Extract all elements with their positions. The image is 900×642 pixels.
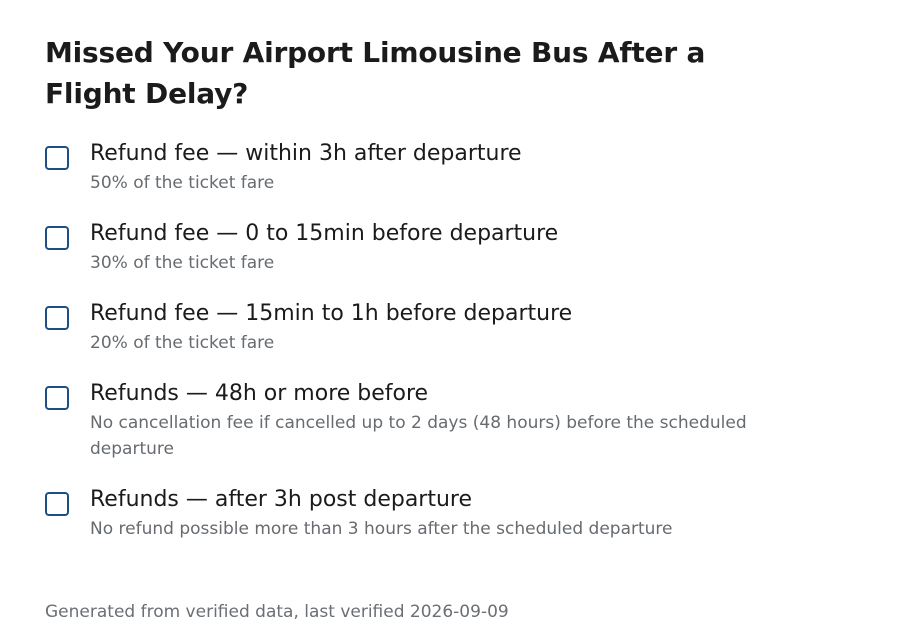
checkbox[interactable]: [45, 146, 69, 170]
checklist-item-label: Refund fee — 0 to 15min before departure: [90, 221, 559, 246]
checklist-item[interactable]: [45, 482, 765, 542]
checklist-item-text: [90, 216, 765, 276]
checkbox[interactable]: [45, 492, 69, 516]
checklist-item-label: Refund fee — 15min to 1h before departure: [90, 301, 573, 326]
checklist-item[interactable]: [45, 136, 765, 196]
checklist-item-description: 20% of the ticket fare: [90, 333, 275, 353]
checklist-item-label: Refunds — after 3h post departure: [90, 487, 473, 512]
checklist-item-description: No refund possible more than 3 hours after the scheduled departure: [90, 519, 673, 539]
checklist-item-description: 30% of the ticket fare: [90, 253, 275, 273]
footer-note: Generated from verified data, last verified 2026-09-09: [45, 602, 509, 622]
checklist-item-text: [90, 296, 765, 356]
checklist-item-label: Refunds — 48h or more before: [90, 381, 429, 406]
checklist-item-description: No cancellation fee if cancelled up to 2 days (48 hours) before the scheduled departure: [90, 413, 747, 459]
checklist: [45, 136, 765, 542]
checkbox[interactable]: [45, 226, 69, 250]
checklist-item-text: [90, 376, 765, 462]
page-title: Missed Your Airport Limousine Bus After a Flight Delay?: [45, 36, 706, 110]
checklist-item-label: Refund fee — within 3h after departure: [90, 141, 522, 166]
checklist-item-description: 50% of the ticket fare: [90, 173, 275, 193]
checkbox[interactable]: [45, 306, 69, 330]
checklist-item[interactable]: [45, 376, 765, 462]
page-content: [45, 32, 765, 562]
checkbox[interactable]: [45, 386, 69, 410]
checklist-item-text: [90, 136, 765, 196]
checklist-item[interactable]: [45, 296, 765, 356]
checklist-item[interactable]: [45, 216, 765, 276]
checklist-item-text: [90, 482, 765, 542]
